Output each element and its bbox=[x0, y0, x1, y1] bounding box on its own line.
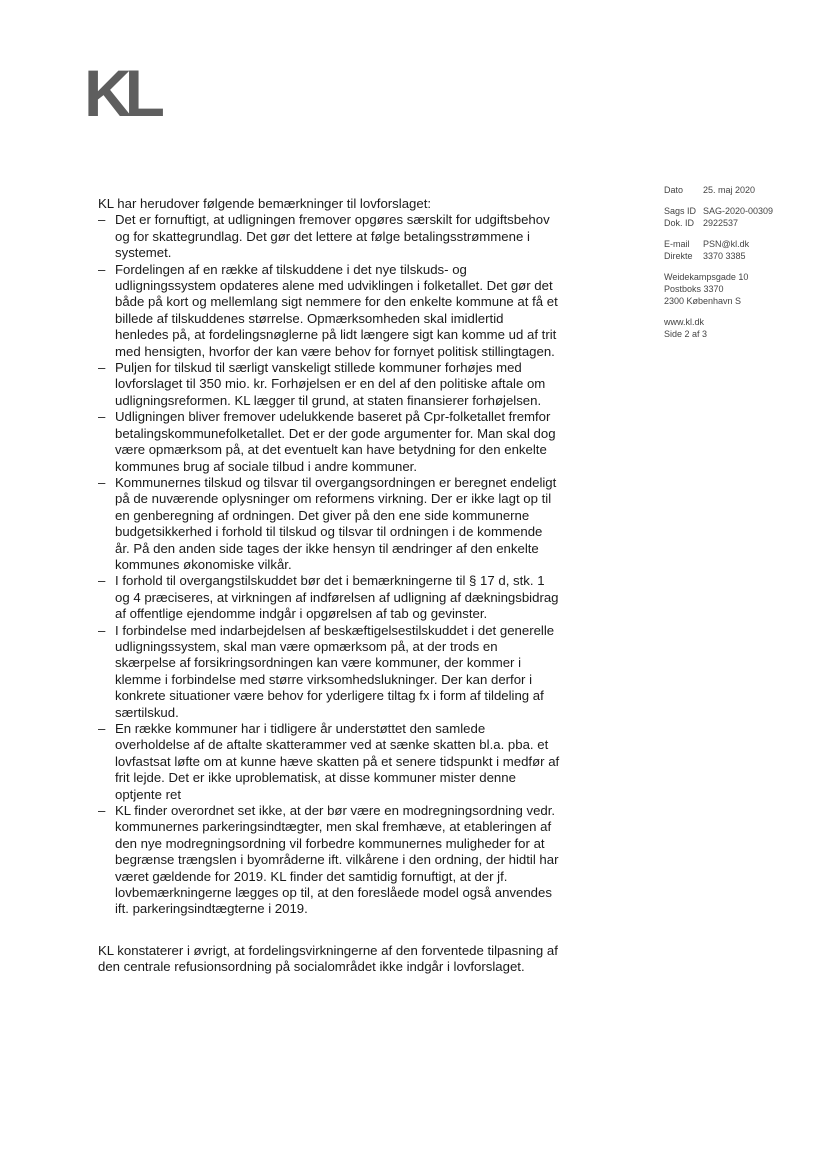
meta-doc-id: Dok. ID 2922537 bbox=[664, 218, 739, 228]
meta-website: www.kl.dk bbox=[664, 317, 705, 327]
closing-paragraph: KL konstaterer i øvrigt, at fordelingsvirkningerne af den forventede tilpasning af den centrale refusionsordning på socialområdet ikke indgår i lovforslaget. bbox=[98, 942, 558, 975]
intro-paragraph: KL har herudover følgende bemærkninger til lovforslaget: bbox=[98, 196, 432, 211]
bullet-dash: – bbox=[98, 474, 106, 490]
remark-item: – Det er fornuftigt, at udligningen fremover opgøres særskilt for udgiftsbehov og for skattegrundlag. Det gør det lettere at følge betalingsstrømmene i systemet. bbox=[98, 212, 550, 261]
bullet-dash: – bbox=[98, 261, 106, 277]
remark-item: – En række kommuner har i tidligere år understøttet den samlede overholdelse af de aftalte skatterammer ved at sænke skatten bl.a. pba. et lovfastsat løfte om at kunne hæve skatten på et senere tidspunkt i medfør af frit lejde. Det er ikke uproblematisk, at disse kommuner mister denne optjente ret bbox=[98, 721, 560, 802]
remark-item: – Fordelingen af en række af tilskuddene i det nye tilskuds- og udligningssystem opdateres alene med udviklingen i folketallet. Det gør det både på kort og mellemlang sigt nemmere for den enkelte kommune at få et billede af tilskuddenes størrelse. Opmærksomheden skal imidlertid henledes på, at fordelingsnøglerne på lidt længere sigt kan komme ud af trit med hensigten, hvorfor der kan være behov for fornyet politisk stillingtagen. bbox=[98, 261, 558, 359]
meta-address-line: Postboks 3370 bbox=[664, 284, 724, 294]
remark-item: – I forhold til overgangstilskuddet bør det i bemærkningerne til § 17 d, stk. 1 og 4 præciseres, at virkningen af indførelsen af udligning af dækningsbidrag af offentlige ejendomme indgår i opgørelsen af tab og gevinster. bbox=[98, 573, 559, 622]
meta-case-id: Sags ID SAG-2020-00309 bbox=[664, 206, 774, 216]
meta-address-line: Weidekampsgade 10 bbox=[664, 272, 749, 282]
bullet-dash: – bbox=[98, 573, 106, 589]
meta-date: Dato 25. maj 2020 bbox=[664, 185, 756, 195]
meta-page-number: Side 2 af 3 bbox=[664, 329, 708, 339]
bullet-dash: – bbox=[98, 212, 106, 228]
remark-item: – I forbindelse med indarbejdelsen af beskæftigelsestilskuddet i det generelle udligningssystem, skal man være opmærksom på, at der trods en skærpelse af forsikringsordningen kan være kommuner, der kommer i klemme i forbindelse med større virksomhedslukninger. Der kan derfor i konkrete situationer være behov for yderligere tiltag fx i form af tildeling af særtilskud. bbox=[98, 622, 555, 720]
bullet-dash: – bbox=[98, 721, 106, 736]
remark-item: – KL finder overordnet set ikke, at der bør være en modregningsordning vedr. kommunernes parkeringsindtægter, men skal fremhæve, at etableringen af den nye modregningsordning vil forbedre kommunernes muligheder for at begrænse trængslen i byområderne ift. vilkårene i den ordning, der hidtil har været gældende for 2019. KL finder det samtidig fornuftigt, at der jf. lovbemærkningerne lægges op til, at den foreslåede model også anvendes ift. parkeringsindtægterne i 2019. bbox=[98, 803, 559, 917]
letter-body bbox=[98, 196, 560, 989]
remark-item: – Puljen for tilskud til særligt vanskeligt stillede kommuner forhøjes med lovforslaget til 350 mio. kr. Forhøjelsen er en del af den politiske aftale om udligningsreformen. KL lægger til grund, at staten finansierer forhøjelsen. bbox=[98, 360, 546, 408]
meta-direct-phone: Direkte 3370 3385 bbox=[664, 251, 746, 261]
bullet-dash: – bbox=[98, 803, 106, 819]
meta-address-line: 2300 København S bbox=[664, 296, 742, 306]
document-metadata bbox=[664, 184, 814, 349]
remarks-list bbox=[98, 212, 560, 917]
bullet-dash: – bbox=[98, 409, 106, 425]
remark-item: – Kommunernes tilskud og tilsvar til overgangsordningen er beregnet endeligt på de nuværende oplysninger om reformens virkning. Der er ikke lagt op til en genberegning af ordningen. Det giver på den ene side kommunerne budgetsikkerhed i forhold til tilskud og tilsvar til ordningen i de kommende år. På den anden side tages der ikke hensyn til ændringer af den enkelte kommunes økonomiske vilkår. bbox=[98, 474, 557, 572]
remark-item: – Udligningen bliver fremover udelukkende baseret på Cpr-folketallet fremfor betalingskommunefolketallet. Det er der gode argumenter for. Man skal dog være opmærksom på, at det eventuelt kan have betydning for den enkelte kommunes brug af sociale tilbud i andre kommuner. bbox=[98, 409, 556, 474]
kl-logo: KL bbox=[84, 56, 158, 130]
meta-email: E-mail PSN@kl.dk bbox=[664, 239, 750, 249]
bullet-dash: – bbox=[98, 622, 106, 638]
bullet-dash: – bbox=[98, 360, 106, 376]
